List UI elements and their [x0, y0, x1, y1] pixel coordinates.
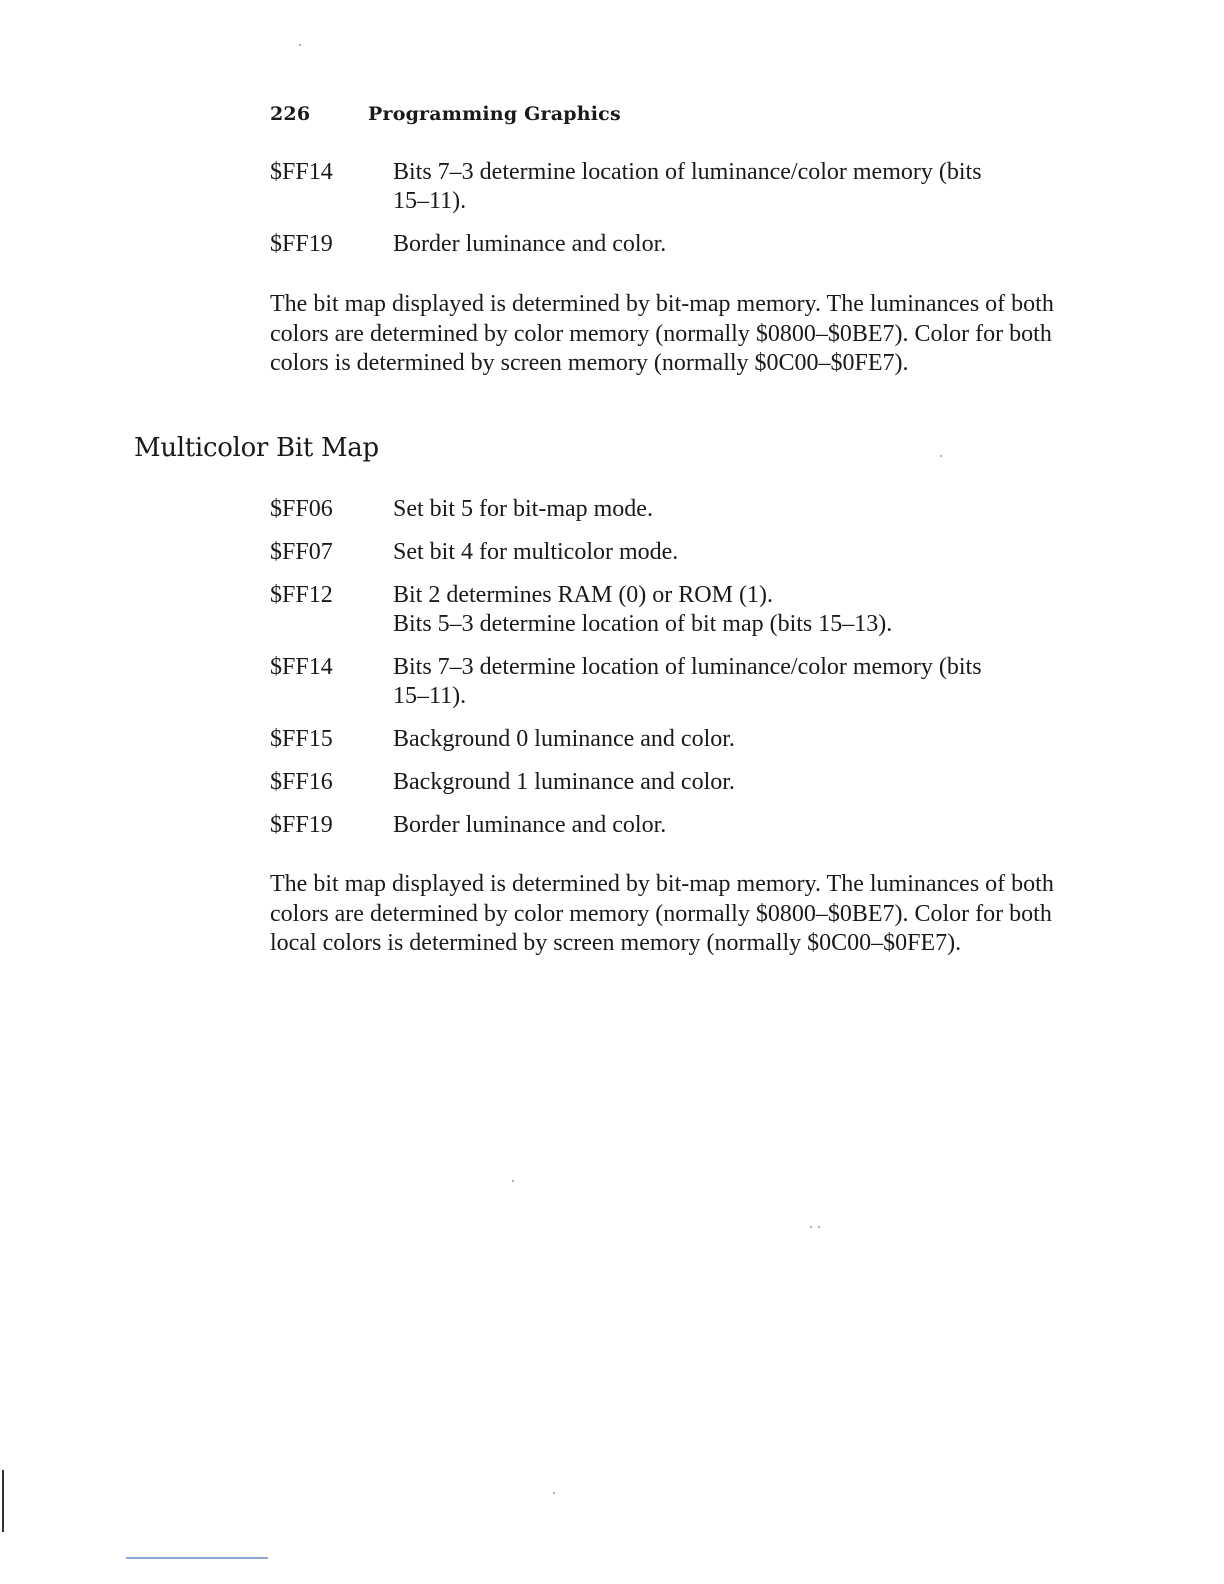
- register-address: $FF07: [270, 539, 333, 565]
- scan-speck: [818, 1226, 820, 1228]
- paragraph-line: colors is determined by screen memory (normally $0C00–$0FE7).: [270, 350, 909, 376]
- register-row: [270, 653, 1130, 711]
- description-line: Bit 2 determines RAM (0) or ROM (1).: [393, 582, 773, 608]
- page-number: 226: [270, 103, 311, 125]
- register-row: [270, 811, 1130, 840]
- register-address: $FF14: [270, 654, 333, 680]
- register-address: $FF14: [270, 159, 333, 185]
- scan-speck: [512, 1180, 514, 1182]
- paragraph-line: The bit map displayed is determined by bit-map memory. The luminances of both: [270, 291, 1054, 317]
- register-address: $FF19: [270, 812, 333, 838]
- scan-edge-line: [2, 1470, 4, 1532]
- register-address: $FF12: [270, 582, 333, 608]
- register-row: [270, 158, 1130, 216]
- paragraph-line: The bit map displayed is determined by bit-map memory. The luminances of both: [270, 871, 1054, 897]
- register-address: $FF06: [270, 496, 333, 522]
- register-address: $FF15: [270, 726, 333, 752]
- multicolor-register-list: [270, 495, 1130, 854]
- body-paragraph: [270, 290, 1115, 379]
- section-heading: Multicolor Bit Map: [134, 433, 379, 463]
- register-address: $FF19: [270, 231, 333, 257]
- scan-speck: [810, 1226, 812, 1228]
- register-description: [393, 158, 1130, 216]
- running-head: [270, 103, 621, 125]
- register-row: [270, 538, 1130, 567]
- register-description: [393, 653, 1130, 711]
- register-address: $FF16: [270, 769, 333, 795]
- description-line: Background 1 luminance and color.: [393, 769, 735, 795]
- register-row: [270, 768, 1130, 797]
- register-description: [393, 581, 1130, 639]
- description-line: 15–11).: [393, 683, 467, 709]
- register-row: [270, 581, 1130, 639]
- register-description: [393, 230, 1130, 259]
- scan-speck: [553, 1492, 555, 1494]
- register-description: [393, 725, 1130, 754]
- body-paragraph: [270, 870, 1115, 959]
- description-line: Set bit 5 for bit-map mode.: [393, 496, 653, 522]
- description-line: Bits 7–3 determine location of luminance/color memory (bits: [393, 159, 982, 185]
- scan-speck: [299, 44, 301, 46]
- description-line: Border luminance and color.: [393, 812, 667, 838]
- register-description: [393, 538, 1130, 567]
- top-register-list: [270, 158, 1130, 273]
- description-line: Set bit 4 for multicolor mode.: [393, 539, 679, 565]
- register-description: [393, 495, 1130, 524]
- register-description: [393, 768, 1130, 797]
- register-row: [270, 495, 1130, 524]
- description-line: Bits 5–3 determine location of bit map (bits 15–13).: [393, 611, 893, 637]
- description-line: Bits 7–3 determine location of luminance/color memory (bits: [393, 654, 982, 680]
- description-line: Border luminance and color.: [393, 231, 667, 257]
- register-description: [393, 811, 1130, 840]
- paragraph-line: colors are determined by color memory (normally $0800–$0BE7). Color for both: [270, 320, 1052, 347]
- register-row: [270, 230, 1130, 259]
- paragraph-line: local colors is determined by screen memory (normally $0C00–$0FE7).: [270, 930, 962, 956]
- description-line: Background 0 luminance and color.: [393, 726, 735, 752]
- bottom-rule: [126, 1557, 268, 1559]
- running-title: Programming Graphics: [368, 103, 621, 125]
- register-row: [270, 725, 1130, 754]
- description-line: 15–11).: [393, 188, 467, 214]
- paragraph-line: colors are determined by color memory (normally $0800–$0BE7). Color for both: [270, 900, 1052, 927]
- scan-speck: [940, 455, 942, 457]
